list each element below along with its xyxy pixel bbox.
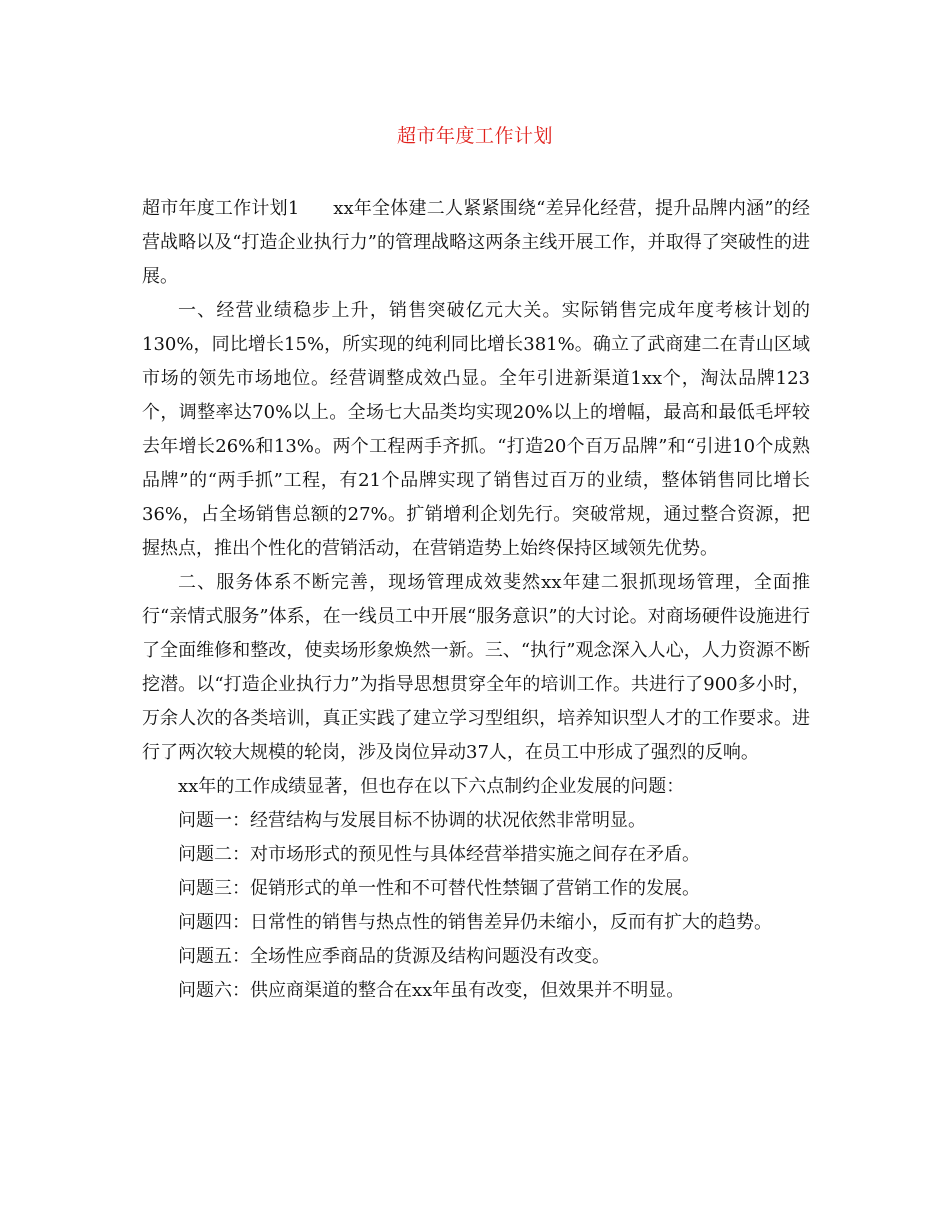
problems-section (142, 770, 810, 1008)
problem-item-5: 问题五：全场性应季商品的货源及结构问题没有改变。 (178, 946, 610, 967)
paragraph-1: 一、经营业绩稳步上升，销售突破亿元大关。实际销售完成年度考核计划的130%，同比增长15%，所实现的纯利同比增长381%。确立了武商建二在青山区域市场的领先市场地位。经营调整成效凸显。全年引进新渠道1xx个，淘汰品牌123个，调整率达70%以上。全场七大品类均实现20%以上的增幅，最高和最低毛坪较去年增长26%和13%。两个工程两手齐抓。“打造20个百万品牌”和“引进10个成熟品牌”的“两手抓”工程，有21个品牌实现了销售过百万的业绩，整体销售同比增长36%，占全场销售总额的27%。扩销增利企划先行。突破常规，通过整合资源，把握热点，推出个性化的营销活动，在营销造势上始终保持区域领先优势。 (142, 300, 810, 559)
problem-item-3: 问题三：促销形式的单一性和不可替代性禁锢了营销工作的发展。 (178, 878, 700, 899)
intro-paragraph (142, 192, 810, 294)
problem-item-1: 问题一：经营结构与发展目标不协调的状况依然非常明显。 (178, 810, 646, 831)
paragraph-2: 二、服务体系不断完善，现场管理成效斐然xx年建二狠抓现场管理，全面推行“亲情式服务”体系，在一线员工中开展“服务意识”的大讨论。对商场硬件设施进行了全面维修和整改，使卖场形象焕然一新。三、“执行”观念深入人心，人力资源不断挖潜。以“打造企业执行力”为指导思想贯穿全年的培训工作。共进行了900多小时，万余人次的各类培训，真正实践了建立学习型组织，培养知识型人才的工作要求。进行了两次较大规模的轮岗，涉及岗位异动37人，在员工中形成了强烈的反响。 (142, 572, 810, 763)
document-body (142, 192, 810, 1008)
document-title: 超市年度工作计划 (396, 125, 553, 147)
problem-item-6: 问题六：供应商渠道的整合在xx年虽有改变，但效果并不明显。 (178, 980, 685, 1001)
intro-text: xx年全体建二人紧紧围绕“差异化经营，提升品牌内涵”的经营战略以及“打造企业执行力”的管理战略这两条主线开展工作，并取得了突破性的进展。 (142, 198, 810, 287)
problem-item-2: 问题二：对市场形式的预见性与具体经营举措实施之间存在矛盾。 (178, 844, 700, 865)
problem-item-4: 问题四：日常性的销售与热点性的销售差异仍未缩小，反而有扩大的趋势。 (178, 912, 772, 933)
intro-label: 超市年度工作计划1 (142, 198, 300, 219)
problems-intro: xx年的工作成绩显著，但也存在以下六点制约企业发展的问题： (178, 776, 685, 797)
